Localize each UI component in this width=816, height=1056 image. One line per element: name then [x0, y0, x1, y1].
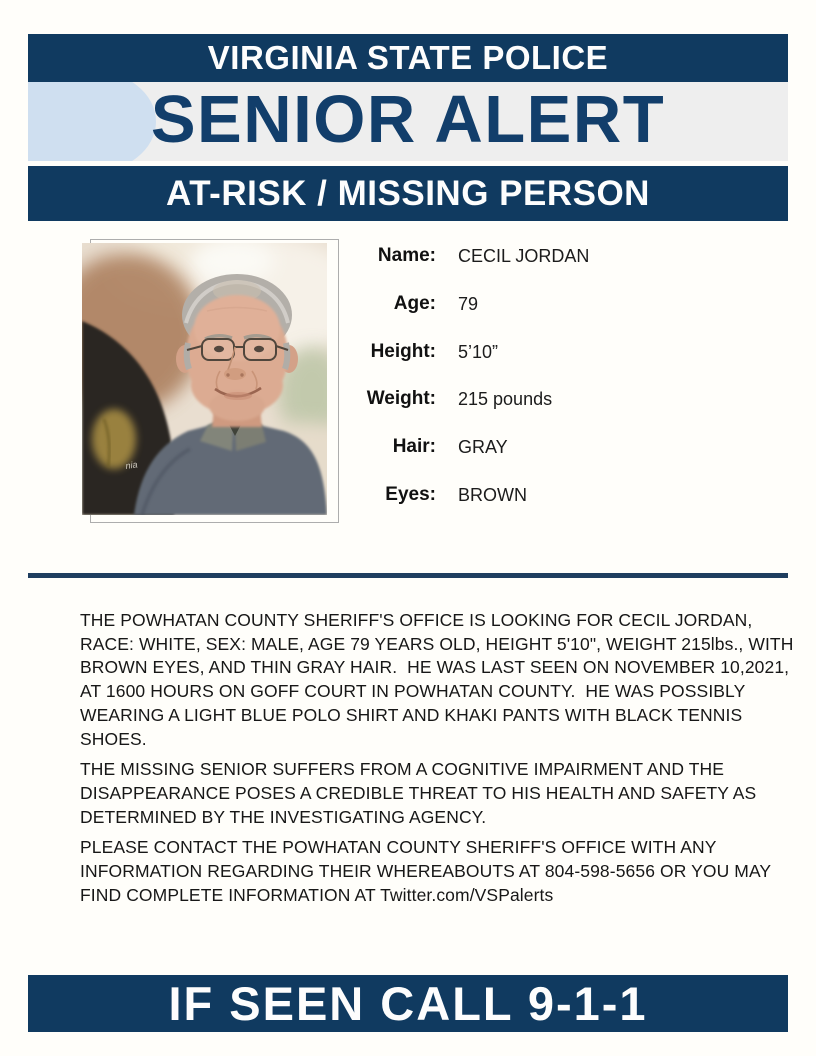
divider-rule	[28, 573, 788, 578]
description-line: DETERMINED BY THE INVESTIGATING AGENCY.	[80, 806, 487, 827]
info-row-age	[290, 293, 478, 317]
description-line: FIND COMPLETE INFORMATION AT Twitter.com/VSPalerts	[80, 884, 554, 905]
alert-title-text: SENIOR ALERT	[150, 82, 666, 157]
info-row-name	[290, 245, 589, 269]
info-label: Age:	[393, 292, 436, 314]
info-row-eyes	[290, 484, 527, 508]
description-line: AT 1600 HOURS ON GOFF COURT IN POWHATAN COUNTY. HE WAS POSSIBLY	[80, 681, 746, 702]
description-paragraph-3	[80, 836, 780, 907]
alert-subtitle-banner	[28, 166, 788, 221]
info-row-hair	[290, 436, 508, 460]
agency-banner-text: VIRGINIA STATE POLICE	[207, 39, 609, 76]
alert-title-banner	[28, 82, 788, 161]
description-line: THE POWHATAN COUNTY SHERIFF'S OFFICE IS LOOKING FOR CECIL JORDAN,	[80, 610, 753, 630]
missing-person-photo	[82, 243, 327, 515]
info-value: CECIL JORDAN	[458, 246, 590, 266]
description-line: WEARING A LIGHT BLUE POLO SHIRT AND KHAKI PANTS WITH BLACK TENNIS	[80, 704, 743, 725]
if-seen-banner	[28, 975, 788, 1032]
light-blue-accent-shape	[28, 82, 156, 161]
description-line: DISAPPEARANCE POSES A CREDIBLE THREAT TO HIS HEALTH AND SAFETY AS	[80, 782, 757, 803]
info-row-weight	[290, 388, 552, 412]
info-row-height	[290, 341, 498, 365]
missing-person-photo-illustration	[82, 243, 327, 515]
info-value: 5’10”	[458, 341, 499, 362]
description-paragraph-1	[80, 609, 794, 751]
description-line: RACE: WHITE, SEX: MALE, AGE 79 YEARS OLD, HEIGHT 5'10", WEIGHT 215lbs., WITH	[80, 633, 794, 654]
description-line: BROWN EYES, AND THIN GRAY HAIR. HE WAS LAST SEEN ON NOVEMBER 10,2021,	[80, 657, 790, 678]
info-value: GRAY	[458, 437, 508, 458]
description-line: THE MISSING SENIOR SUFFERS FROM A COGNITIVE IMPAIRMENT AND THE	[80, 759, 725, 780]
agency-banner	[28, 34, 788, 82]
info-value: BROWN	[458, 485, 527, 505]
description-paragraph-2	[80, 758, 780, 829]
description-line: PLEASE CONTACT THE POWHATAN COUNTY SHERIFF'S OFFICE WITH ANY	[80, 837, 717, 858]
description-line: SHOES.	[80, 728, 147, 749]
info-value: 215 pounds	[458, 389, 553, 410]
if-seen-banner-text: IF SEEN CALL 9-1-1	[168, 977, 648, 1030]
alert-subtitle-text: AT-RISK / MISSING PERSON	[166, 173, 650, 213]
info-label: Height:	[370, 340, 436, 362]
info-label: Weight:	[366, 388, 436, 410]
info-label: Hair:	[392, 436, 436, 458]
info-label: Eyes:	[385, 484, 436, 505]
info-value: 79	[458, 293, 479, 314]
description-line: INFORMATION REGARDING THEIR WHEREABOUTS AT 804-598-5656 OR YOU MAY	[80, 861, 772, 882]
info-label: Name:	[377, 245, 436, 266]
description-text	[80, 609, 794, 914]
svg-text:nia: nia	[124, 459, 139, 471]
